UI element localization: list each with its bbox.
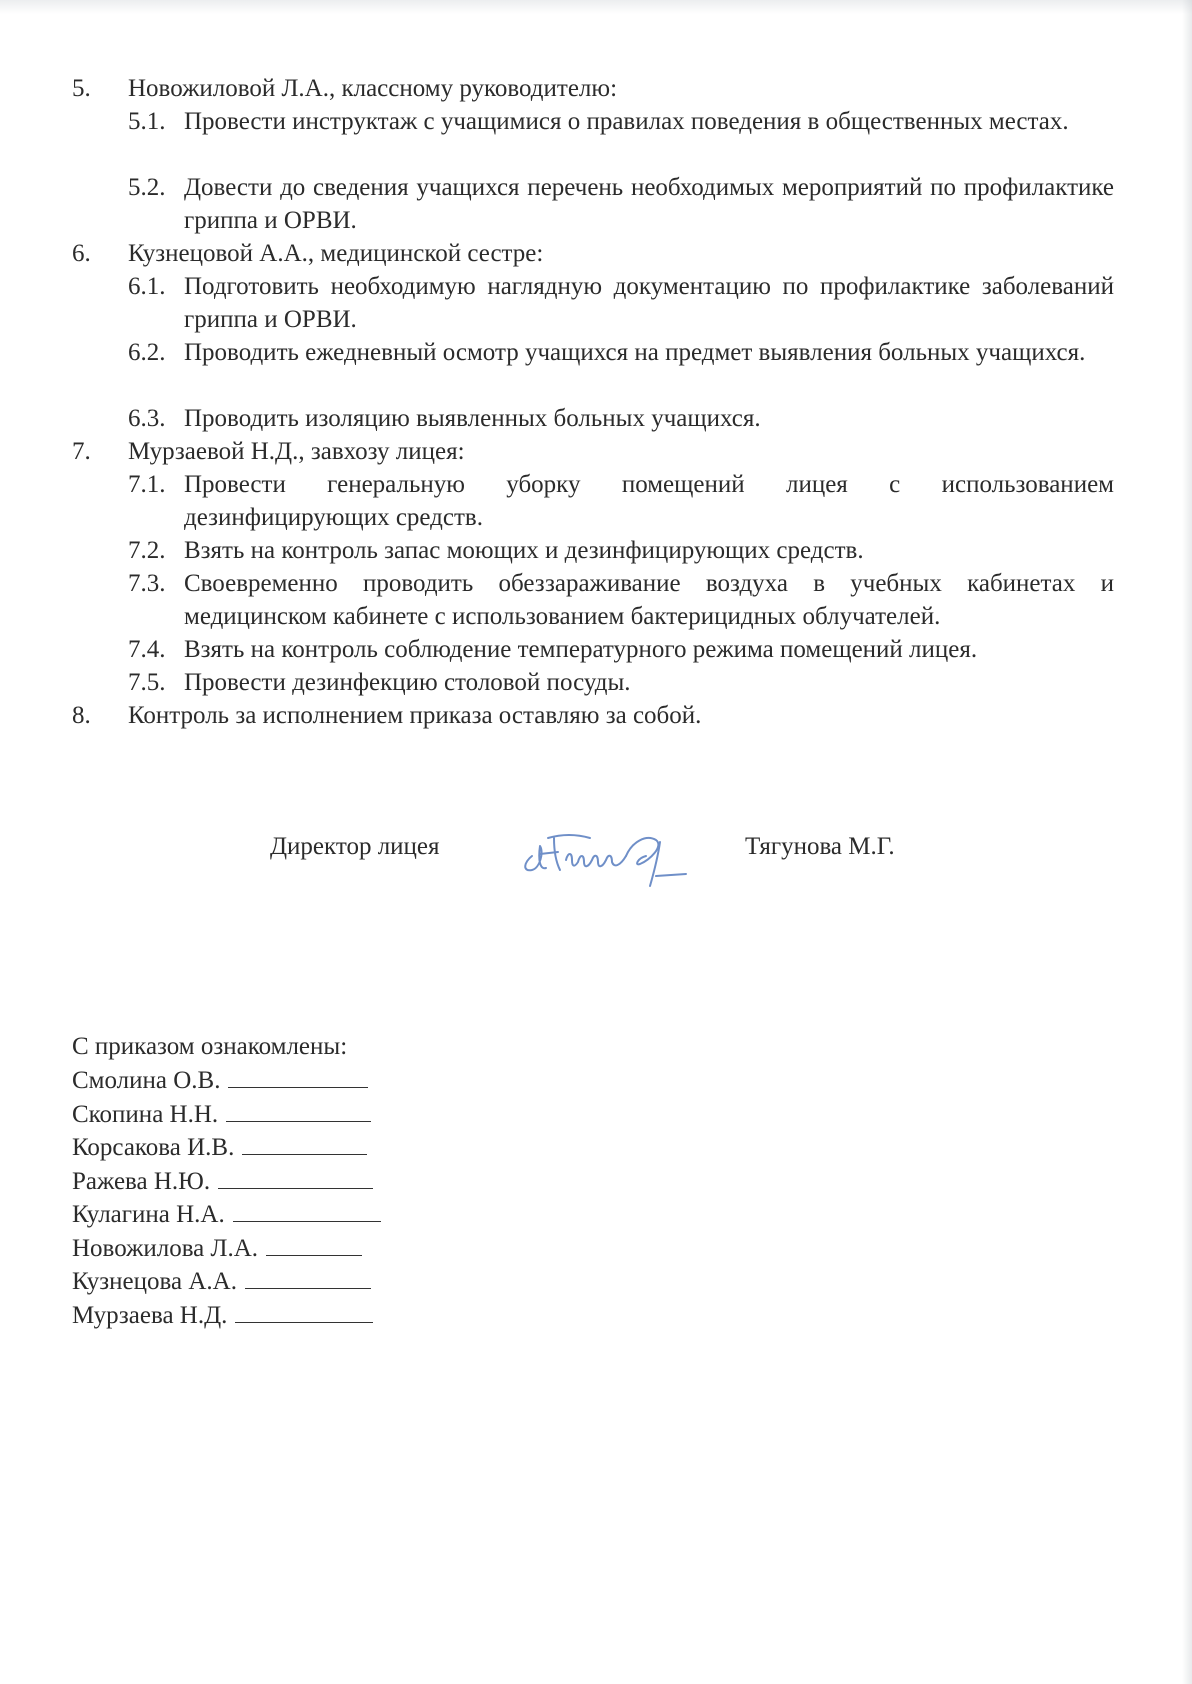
subitem-number: 6.2. [128,339,166,366]
subitem-number: 7.2. [128,537,166,564]
acknowledgement-row [72,1265,472,1299]
subitem-number: 6.1. [128,273,166,300]
subitem-number: 7.3. [128,570,166,597]
acknowledged-name: Ражева Н.Ю. [72,1167,211,1195]
item-heading: Мурзаевой Н.Д., завхозу лицея: [128,438,465,465]
signature-line [226,1099,371,1122]
item-heading: Новожиловой Л.А., классному руководителю: [128,75,618,102]
subitem-text: Своевременно проводить обеззараживание воздуха в учебных кабинетах и медицинском кабинете с использованием бактерицидных облучателей. [184,570,1114,630]
subitem-text: Подготовить необходимую наглядную документацию по профилактике заболеваний гриппа и ОРВИ. [184,273,1114,333]
signature-line [218,1166,373,1189]
subitem-text: Проводить изоляцию выявленных больных учащихся. [184,405,761,432]
subitem-number: 7.4. [128,636,166,663]
signature-block [0,830,1192,890]
acknowledgement-row [72,1064,472,1098]
signature-line [235,1300,373,1323]
item-number: 6. [72,240,91,267]
subitem-text: Провести инструктаж с учащимися о правилах поведения в общественных местах. [184,108,1069,135]
signature-line [266,1233,362,1256]
acknowledged-name: Кулагина Н.А. [72,1201,225,1228]
item-number: 5. [72,75,91,102]
signature-line [233,1199,381,1222]
acknowledgement-row [72,1232,472,1266]
acknowledged-name: Кузнецова А.А. [72,1268,237,1295]
item-number: 8. [72,702,91,729]
acknowledgement-row [72,1198,472,1232]
subitem-text: Провести генеральную уборку помещений лицея с использованием дезинфицирующих средств. [184,471,1114,531]
subitem-number: 7.1. [128,471,166,498]
subitem-text: Взять на контроль запас моющих и дезинфицирующих средств. [184,537,864,564]
acknowledgement-list [72,1064,472,1332]
item-heading: Контроль за исполнением приказа оставляю за собой. [128,702,702,729]
item-heading: Кузнецовой А.А., медицинской сестре: [128,240,544,267]
acknowledgement-title: С приказом ознакомлены: [72,1033,348,1060]
scan-edge-top [0,0,1192,14]
signature-line [245,1266,371,1289]
signer-name: Тягунова М.Г. [745,833,895,860]
acknowledged-name: Мурзаева Н.Д. [72,1301,228,1329]
acknowledgement-row [72,1165,472,1199]
handwritten-signature [510,816,710,896]
item-number: 7. [72,438,91,465]
subitem-number: 5.2. [128,174,166,201]
acknowledgement-row [72,1098,472,1132]
acknowledged-name: Корсакова И.В. [72,1134,235,1161]
signature-line [228,1065,368,1088]
subitem-number: 6.3. [128,405,166,432]
subitem-number: 5.1. [128,108,166,135]
acknowledged-name: Скопина Н.Н. [72,1100,219,1128]
subitem-text: Довести до сведения учащихся перечень необходимых мероприятий по профилактике гриппа и ОРВИ. [184,174,1114,234]
acknowledged-name: Новожилова Л.А. [72,1234,259,1262]
subitem-text: Провести дезинфекцию столовой посуды. [184,669,631,696]
subitem-text: Проводить ежедневный осмотр учащихся на предмет выявления больных учащихся. [184,339,1086,366]
acknowledgement-row [72,1131,472,1165]
subitem-number: 7.5. [128,669,166,696]
signer-title: Директор лицея [270,833,440,860]
acknowledgement-row [72,1299,472,1333]
signature-line [242,1132,367,1155]
acknowledged-name: Смолина О.В. [72,1067,221,1094]
subitem-text: Взять на контроль соблюдение температурного режима помещений лицея. [184,636,978,663]
